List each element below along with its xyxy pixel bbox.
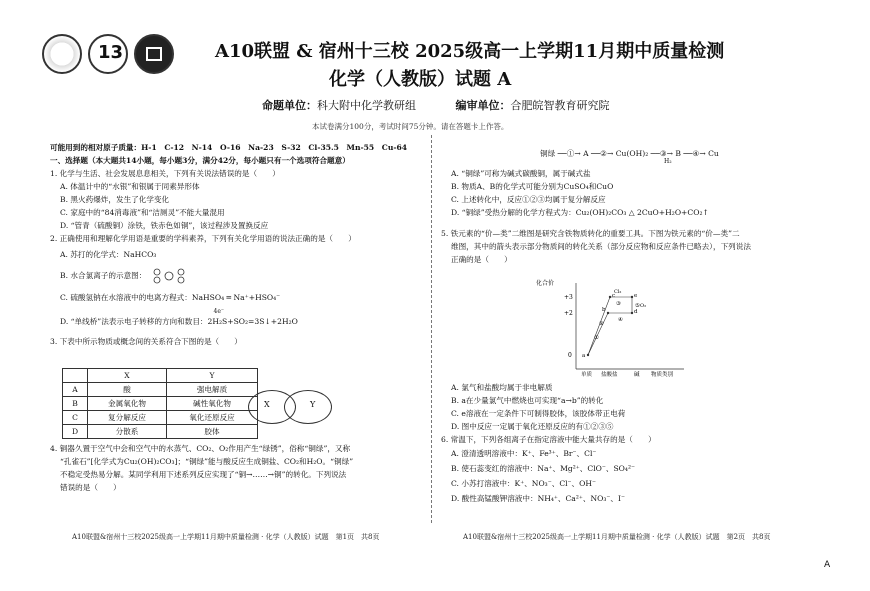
arrow-label-4: ④	[618, 317, 623, 323]
right-column-q5-q6	[441, 381, 813, 506]
tick-elemental: 单质	[581, 372, 593, 377]
section-heading: 一、选择题（本大题共14小题，每小题3分，满分42分，每小题只有一个选项符合题意）	[50, 156, 350, 165]
question-4-line2: “孔雀石”[化学式为Cu₂(OH)₂CO₃]；“铜绿”能与酸反应生成铜盐、CO₂和H₂O。“铜绿”	[60, 457, 354, 466]
tick-base: 碱	[634, 372, 640, 377]
question-4-line1: 4. 铜器久置于空气中会和空气中的水蒸气、CO₂、O₂作用产生“绿锈”，俗称“铜绿”，又称	[50, 444, 351, 453]
reaction-h2-label: H₂	[664, 158, 672, 165]
venn-circle-y	[284, 390, 332, 424]
question-5-line2: 维图，其中的箭头表示部分物质间的转化关系（部分反应物和反应条件已略去），下列说法	[451, 242, 751, 251]
single-bridge-equation: 2H₂S+SO₂=3S↓+2H₂O	[207, 317, 298, 326]
unit1-label: 命题单位：	[262, 99, 317, 112]
left-column-q4	[50, 442, 422, 494]
exam-subtitle: 化学（人教版）试题 A	[329, 69, 512, 90]
arrow-label-1: ①	[594, 335, 599, 341]
arrow-label-5: ⑤	[635, 303, 640, 309]
table-row	[63, 425, 258, 439]
venn-label-x: X	[264, 400, 270, 409]
q4-option-b: B. 物质A、B的化学式可能分别为CuSO₄和CuO	[451, 182, 614, 191]
q5-option-b: B. a在少量氯气中燃烧也可实现“a→b”的转化	[451, 396, 604, 405]
table-header-blank	[63, 369, 88, 383]
table-row	[63, 383, 258, 397]
q1-option-a: A. 体温计中的“水银”和银属于同素异形体	[60, 182, 200, 191]
arrow-label-cl2: Cl₂	[614, 289, 622, 295]
graph-x-label: 物质类别	[651, 372, 674, 377]
table-row	[63, 411, 258, 425]
exam-title: A10联盟 & 宿州十三校 2025级高一上学期11月期中质量检测	[215, 41, 725, 62]
row-y: 胶体	[167, 425, 258, 439]
question-1: 1. 化学与生活、社会发展息息相关，下列有关说法错误的是（ ）	[50, 169, 280, 178]
q6-option-a: A. 澄清透明溶液中：K⁺、Fe³⁺、Br⁻、Cl⁻	[451, 449, 597, 458]
point-d-label: d	[634, 309, 638, 315]
a10-alliance-logo	[42, 34, 82, 74]
tick-plus2: +2	[564, 310, 573, 317]
arrow-label-o2: O₂	[640, 303, 647, 309]
point-b-label: b	[602, 307, 606, 313]
logo-number: 13	[98, 42, 124, 63]
question-4-line3: 不稳定受热易分解。某同学利用下述系列反应实现了“铜→……→铜”的转化。下列说法	[60, 470, 347, 479]
q2-option-d	[50, 309, 422, 335]
arrow-label-2: ②	[599, 321, 604, 327]
unit2-value: 合肥皖智教育研究院	[510, 99, 610, 112]
footer-right: A10联盟&宿州十三校2025级高一上学期11月期中质量检测 · 化学（人教版）试题 第2页 共8页	[463, 533, 771, 541]
q1-option-d: D. “管青（硫酸铜）涂铁，铁赤色如铜”，该过程涉及置换反应	[60, 221, 269, 230]
question-5-line1: 5. 铁元素的“价—类”二维图是研究含铁物质转化的重要工具。下图为铁元素的“价—类”二	[441, 229, 740, 238]
suzhou-13-logo	[88, 34, 128, 74]
q2-option-b-text: B. 水合氯离子的示意图：	[60, 271, 147, 280]
tick-chloride: 盐酸盐	[601, 372, 618, 377]
wanzhi-logo	[134, 34, 174, 74]
arrow-a-b	[588, 313, 608, 355]
question-4-line4: 错误的是（ ）	[60, 483, 121, 492]
tick-zero: 0	[568, 352, 572, 359]
footer-left: A10联盟&宿州十三校2025级高一上学期11月期中质量检测 · 化学（人教版）试题 第1页 共8页	[72, 533, 380, 541]
row-letter: D	[63, 425, 88, 439]
q6-option-d: D. 酸性高锰酸钾溶液中：NH₄⁺、Ca²⁺、NO₃⁻、I⁻	[451, 494, 626, 503]
q2-option-c: C. 硫酸氢钠在水溶液中的电离方程式：NaHSO₄ ═ Na⁺+HSO₄⁻	[60, 293, 281, 302]
author-units	[262, 97, 610, 113]
row-x: 分散系	[88, 425, 167, 439]
question-3: 3. 下表中所示物质或概念间的关系符合下图的是（ ）	[50, 337, 242, 346]
question-2: 2. 正确使用和理解化学用语是重要的学科素养，下列有关化学用语的说法正确的是（ ）	[50, 234, 356, 243]
exam-note: 本试卷满分100分，考试时间75分钟。请在答题卡上作答。	[312, 122, 509, 131]
row-letter: B	[63, 397, 88, 411]
q1-option-c: C. 家庭中的“84消毒液”和“洁厕灵”不能大量混用	[60, 208, 225, 217]
question-6: 6. 常温下，下列各组离子在指定溶液中能大量共存的是（ ）	[441, 435, 656, 444]
row-letter: A	[63, 383, 88, 397]
point-a-label: a	[582, 353, 586, 359]
row-x: 复分解反应	[88, 411, 167, 425]
row-y: 碱性氧化物	[167, 397, 258, 411]
q2-option-b	[50, 265, 422, 287]
unit1-value: 科大附中化学教研组	[317, 99, 416, 112]
atomic-mass-line: 可能用到的相对原子质量：H-1 C-12 N-14 O-16 Na-23 S-32 Cl-35.5 Mn-55 Cu-64	[50, 143, 408, 152]
left-column	[50, 141, 422, 348]
unit2-label: 编审单位：	[455, 99, 511, 112]
q5-option-d: D. 图中反应一定属于氧化还原反应的有①②③⑤	[451, 422, 614, 431]
point-c-label: c	[612, 293, 616, 299]
q4-option-d: D. “铜绿”受热分解的化学方程式为：Cu₂(OH)₂CO₃ △ 2CuO+H₂O+CO₂↑	[451, 208, 709, 217]
row-y: 氧化还原反应	[167, 411, 258, 425]
hydrated-chloride-diagram	[149, 268, 189, 284]
q6-option-c: C. 小苏打溶液中：K⁺、NO₃⁻、Cl⁻、OH⁻	[451, 479, 597, 488]
table-row	[63, 397, 258, 411]
arrow-label-3: ③	[616, 301, 621, 307]
table-header-y: Y	[167, 369, 258, 383]
row-x: 金属氧化物	[88, 397, 167, 411]
venn-label-y: Y	[310, 400, 316, 409]
tick-plus3: +3	[564, 294, 573, 301]
electron-count: 4e⁻	[213, 308, 225, 315]
row-x: 酸	[88, 383, 167, 397]
q4-option-a: A. “铜绿”可称为碱式碳酸铜，属于碱式盐	[451, 169, 591, 178]
row-letter: C	[63, 411, 88, 425]
right-column-q4-options	[441, 167, 813, 266]
corner-mark: A	[824, 560, 831, 570]
q2-option-a: A. 苏打的化学式：NaHCO₃	[60, 250, 157, 259]
q2-option-d-text: D. “单线桥”法表示电子转移的方向和数目：	[60, 317, 208, 326]
copper-reaction-chain	[540, 148, 719, 165]
column-divider	[431, 135, 432, 523]
q5-option-a: A. 氯气和盐酸均属于非电解质	[451, 383, 553, 392]
question-5-line3: 正确的是（ ）	[451, 255, 512, 264]
iron-valence-class-diagram	[536, 277, 686, 377]
q5-option-c: C. e溶液在一定条件下可制得胶体，该胶体带正电荷	[451, 409, 626, 418]
q1-option-b: B. 黑火药爆炸，发生了化学变化	[60, 195, 170, 204]
reaction-chain-text: 铜绿 ──①→ A ──②→ Cu(OH)₂ ──③→ B ──④→ Cu	[540, 149, 719, 158]
row-y: 强电解质	[167, 383, 258, 397]
graph-y-label: 化合价	[536, 280, 555, 287]
point-e-label: e	[634, 293, 638, 299]
q4-option-c: C. 上述转化中，反应①②③均属于复分解反应	[451, 195, 606, 204]
q3-table	[62, 368, 258, 439]
venn-diagram	[248, 390, 334, 424]
table-header-x: X	[88, 369, 167, 383]
school-logos	[42, 30, 172, 82]
q6-option-b: B. 使石蕊变红的溶液中：Na⁺、Mg²⁺、ClO⁻、SO₄²⁻	[451, 464, 635, 473]
